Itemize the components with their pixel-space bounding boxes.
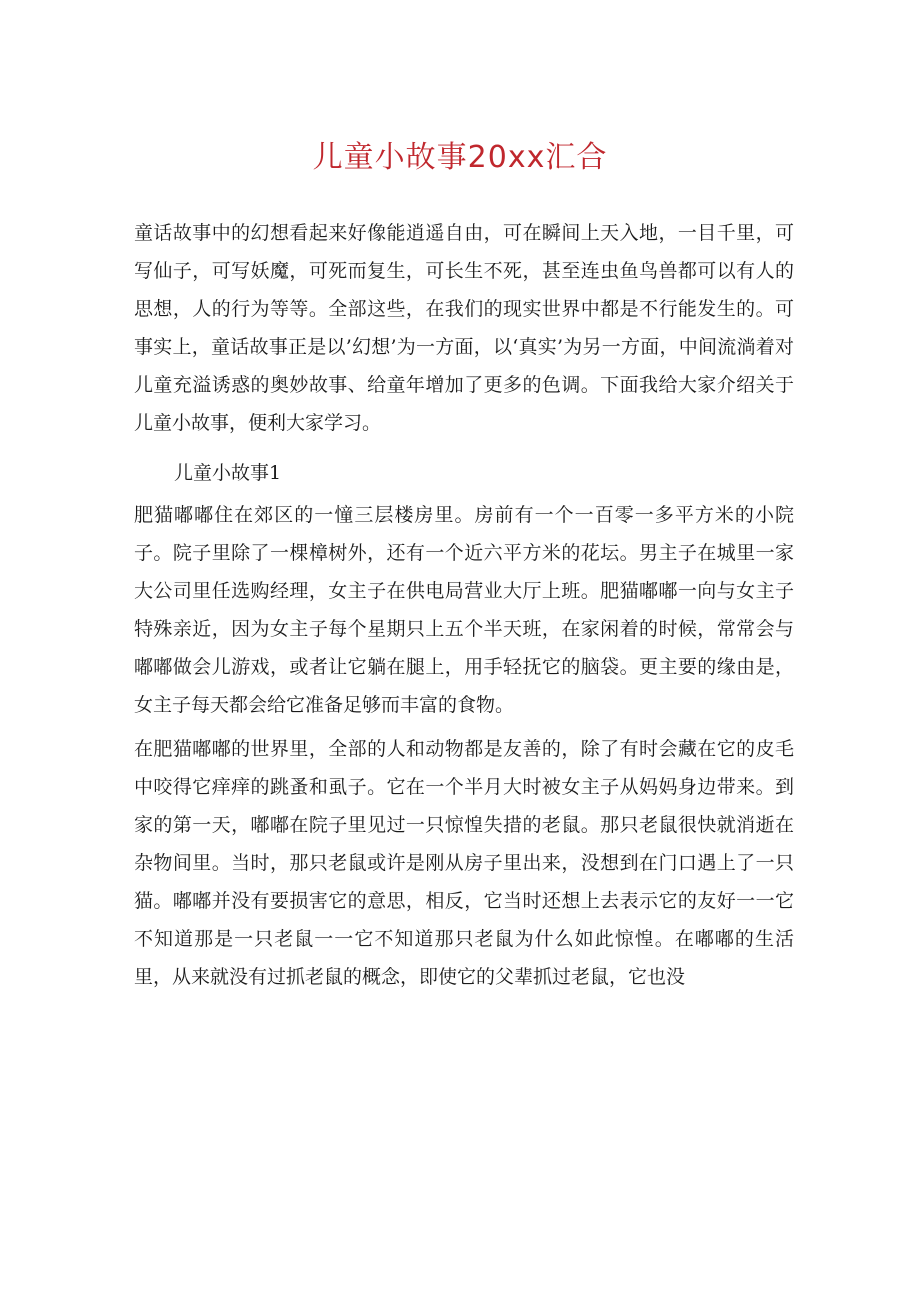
story-paragraph-1: 肥猫嘟嘟住在郊区的一憧三层楼房里。房前有一个一百零一多平方米的小院子。院子里除了一棵樟树外，还有一个近六平方米的花坛。男主子在城里一家大公司里任选购经理，女主子在供电局营业大厅上班。肥猫嘟嘟一向与女主子特殊亲近，因为女主子每个星期只上五个半天班，在家闲着的时候，常常会与嘟嘟做会儿游戏，或者让它躺在腿上，用手轻抚它的脑袋。更主要的缘由是，女主子每天都会给它准备足够而丰富的食物。	[134, 504, 794, 716]
section-heading: 儿童小故事1	[174, 462, 282, 484]
document-title: 儿童小故事20xx汇合	[312, 140, 608, 175]
story-paragraph-2: 在肥猫嘟嘟的世界里，全部的人和动物都是友善的，除了有时会藏在它的皮毛中咬得它痒痒的跳蚤和虱子。它在一个半月大时被女主子从妈妈身边带来。到家的第一天，嘟嘟在院子里见过一只惊惶失措的老鼠。那只老鼠很快就消逝在杂物间里。当时，那只老鼠或许是刚从房子里出来，没想到在门口遇上了一只猫。嘟嘟并没有要损害它的意思，相反，它当时还想上去表示它的友好一一它不知道那是一只老鼠一一它不知道那只老鼠为什么如此惊惶。在嘟嘟的生活里，从来就没有过抓老鼠的概念，即使它的父辈抓过老鼠，它也没	[134, 738, 794, 988]
intro-paragraph: 童话故事中的幻想看起来好像能逍遥自由，可在瞬间上天入地，一目千里，可写仙子，可写妖魔，可死而复生，可长生不死，甚至连虫鱼鸟兽都可以有人的思想，人的行为等等。全部这些，在我们的现实世界中都是不行能发生的。可事实上，童话故事正是以’幻想’为一方面，以‘真实’为另一方面，中间流淌着对儿童充溢诱惑的奥妙故事、给童年增加了更多的色调。下面我给大家介绍关于儿童小故事，便利大家学习。	[134, 222, 794, 434]
document-body	[134, 214, 794, 1002]
